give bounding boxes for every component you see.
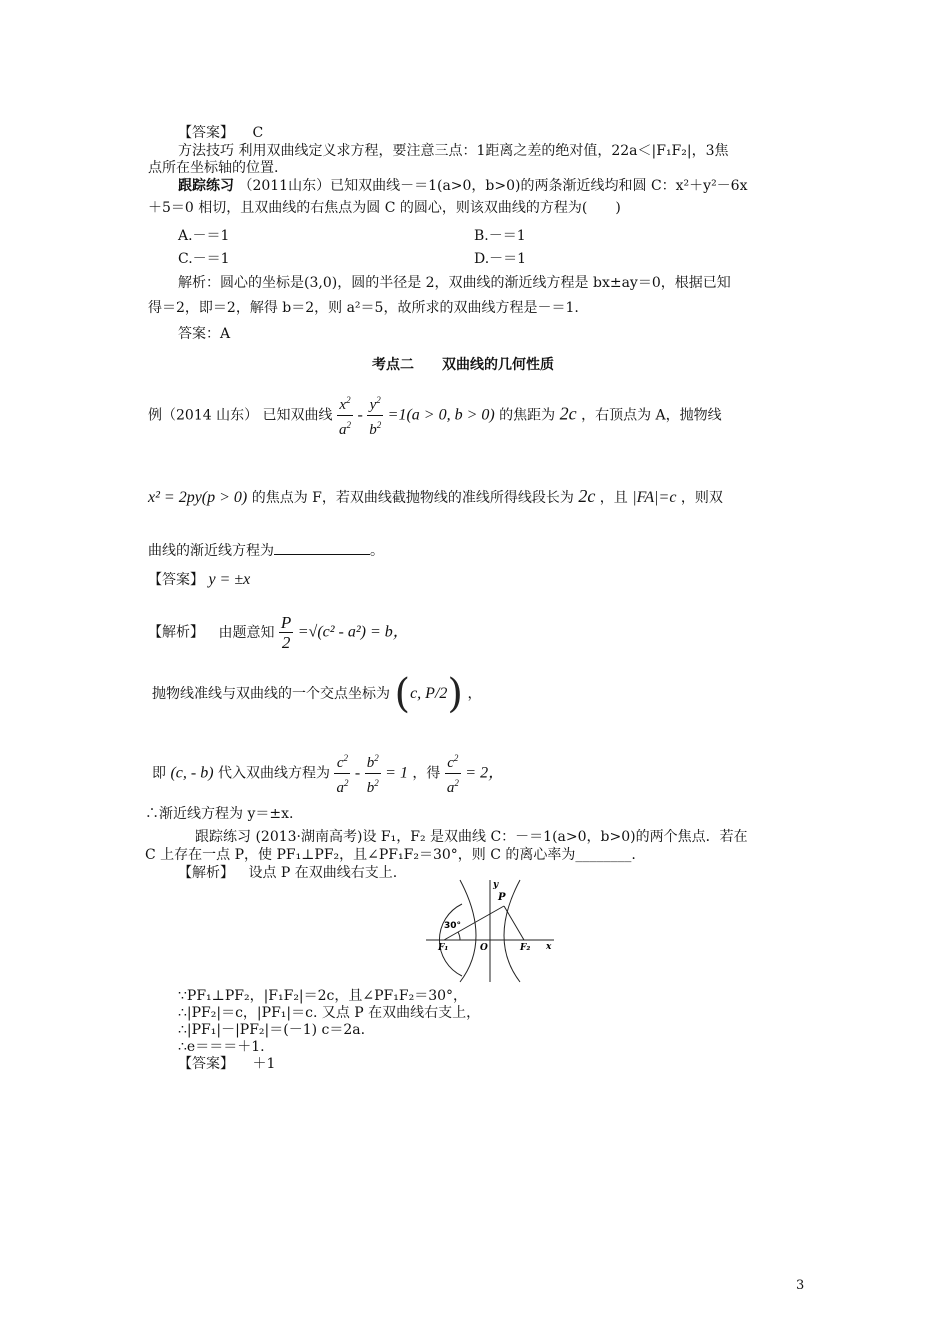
left-paren: ( — [394, 671, 411, 717]
fraction-c2-a2-b: $\frac{c^2}{a^2}$ — [445, 750, 461, 797]
method-line-1: 方法技巧 利用双曲线定义求方程，要注意三点：1距离之差的绝对值，22a＜|F₁F₂|，3焦 — [178, 143, 729, 159]
conclusion: ∴渐近线方程为 y＝±x. — [145, 806, 294, 822]
example-answer-value: y = ±x — [208, 571, 251, 588]
solution-line-1: 解析：圆心的坐标是(3,0)，圆的半径是 2，双曲线的渐近线方程是 bx±ay＝0，根据已知 — [178, 275, 731, 291]
follow2-answer-tag: 【答案】 — [178, 1056, 234, 1072]
example-answer — [148, 570, 250, 590]
jiexi-tag: 【解析】 — [148, 624, 204, 641]
step-4: ∴e＝＝＝＋1. — [178, 1039, 265, 1055]
example-line3-end: 。 — [370, 543, 384, 559]
solution-line-2: 得＝2，即＝2，解得 b＝2，则 a²＝5，故所求的双曲线方程是－＝1. — [148, 300, 579, 316]
answer-blank — [274, 540, 370, 555]
point-p-label: P — [498, 892, 506, 903]
x-label: x — [546, 942, 552, 952]
example-line-3 — [148, 540, 384, 561]
follow2-answer — [178, 1056, 275, 1073]
option-c: C.－＝1 — [178, 251, 230, 267]
minus-sign-2: - — [354, 764, 361, 782]
answer-value: C — [252, 125, 264, 141]
point-c-minus-b: (c, - b) — [170, 764, 214, 782]
follow-line-2: ＋5＝0 相切，且双曲线的右焦点为圆 C 的圆心，则该双曲线的方程为( ) — [148, 200, 621, 216]
answer-tag: 【答案】 — [178, 125, 234, 141]
example-answer-tag: 【答案】 — [148, 572, 204, 588]
answer-a: 答案：A — [178, 326, 231, 342]
example-mid: 的焦距为 — [499, 407, 556, 424]
option-b: B.－＝1 — [474, 228, 526, 244]
follow2-answer-value: ＋1 — [252, 1056, 276, 1072]
fa-eq: |FA|=c — [632, 489, 677, 506]
angle-label: 30° — [444, 921, 462, 931]
follow2-line-1: 跟踪练习 (2013·湖南高考)设 F₁，F₂ 是双曲线 C：－＝1(a>0，b>0)的两个焦点．若在 — [195, 829, 748, 845]
fraction-y2-b2: $\frac{y^2}{b^2}$ — [367, 392, 383, 439]
segment-pf2 — [504, 906, 524, 940]
example-line2-text2: ，且 — [599, 490, 628, 506]
intersection-text: 抛物线准线与双曲线的一个交点坐标为 — [152, 686, 390, 702]
intersection-line — [152, 671, 482, 717]
right-paren: ) — [447, 671, 463, 717]
step-1: ∵PF₁⊥PF₂，|F₁F₂|＝2c，且∠PF₁F₂＝30°， — [178, 988, 468, 1004]
fraction-p-2: $\frac{P}{2}$ — [280, 613, 292, 652]
equation-tail: =1(a > 0, b > 0) — [387, 406, 495, 424]
section-title: 考点二 双曲线的几何性质 — [372, 357, 554, 373]
page-number: 3 — [796, 1278, 805, 1293]
example-prefix: 例（2014 山东） 已知双曲线 — [148, 407, 333, 424]
parabola-eq: x² = 2py(p > 0) — [148, 489, 248, 506]
follow2-jiexi-text: 设点 P 在双曲线右支上. — [248, 865, 398, 881]
ji-text: 即 — [152, 765, 166, 782]
option-d: D.－＝1 — [474, 251, 527, 267]
hyperbola-figure — [426, 876, 558, 984]
f1-label: F₁ — [438, 943, 449, 953]
fraction-b2-b2: $\frac{b^2}{b^2}$ — [365, 750, 381, 797]
fraction-x2-a2: $\frac{x^2}{a^2}$ — [337, 392, 353, 439]
substitute-line — [152, 750, 504, 797]
focal-length: 2c — [559, 403, 577, 424]
y-label: y — [493, 880, 499, 890]
f2-label: F₂ — [520, 943, 531, 953]
example-line2-end: ，则双 — [680, 490, 723, 506]
step-3: ∴|PF₁|－|PF₂|＝(－1) c＝2a. — [178, 1022, 366, 1038]
step-2: ∴|PF₂|＝c，|PF₁|＝c. 又点 P 在双曲线右支上， — [178, 1005, 481, 1021]
example-line2-text: 的焦点为 F，若双曲线截抛物线的准线所得线段长为 — [251, 490, 574, 506]
origin-label: O — [480, 943, 488, 953]
angle-arc — [458, 932, 460, 940]
jiexi-eq: =√(c² - a²) = b， — [297, 623, 409, 641]
example-line3-text: 曲线的渐近线方程为 — [148, 543, 274, 559]
left-branch — [460, 880, 476, 982]
segment-length: 2c — [578, 486, 596, 506]
follow2-jiexi-tag: 【解析】 — [178, 865, 234, 881]
example-suffix: ，右顶点为 A，抛物线 — [581, 407, 722, 424]
right-branch — [504, 880, 520, 982]
follow-line-1 — [178, 176, 748, 196]
follow2-jiexi — [178, 863, 397, 883]
follow-text-1: （2011山东）已知双曲线－＝1(a>0，b>0)的两条渐近线均和圆 C：x²＋y²－6x — [238, 178, 748, 194]
answer-line — [178, 123, 263, 143]
fraction-c2-a2: $\frac{c^2}{a^2}$ — [334, 750, 350, 797]
intersection-point: c, P/2 — [410, 685, 448, 702]
de-text: ，得 — [412, 765, 441, 782]
example-line-2 — [148, 484, 723, 510]
minus-sign: - — [357, 406, 363, 424]
follow-tag: 跟踪练习 — [178, 178, 234, 194]
example-line-1 — [148, 392, 722, 439]
follow2-line-2: C 上存在一点 P，使 PF₁⊥PF₂，且∠PF₁F₂＝30°，则 C 的离心率为________. — [145, 847, 636, 863]
option-a: A.－＝1 — [178, 228, 230, 244]
jiexi-text: 由题意知 — [218, 624, 275, 641]
intersection-end: ， — [467, 686, 482, 702]
substitute-eq: = 1 — [385, 764, 408, 782]
method-line-2: 点所在坐标轴的位置. — [148, 160, 279, 176]
jiexi-line — [148, 614, 409, 651]
substitute-text: 代入双曲线方程为 — [218, 765, 330, 782]
de-eq: = 2， — [465, 764, 505, 782]
